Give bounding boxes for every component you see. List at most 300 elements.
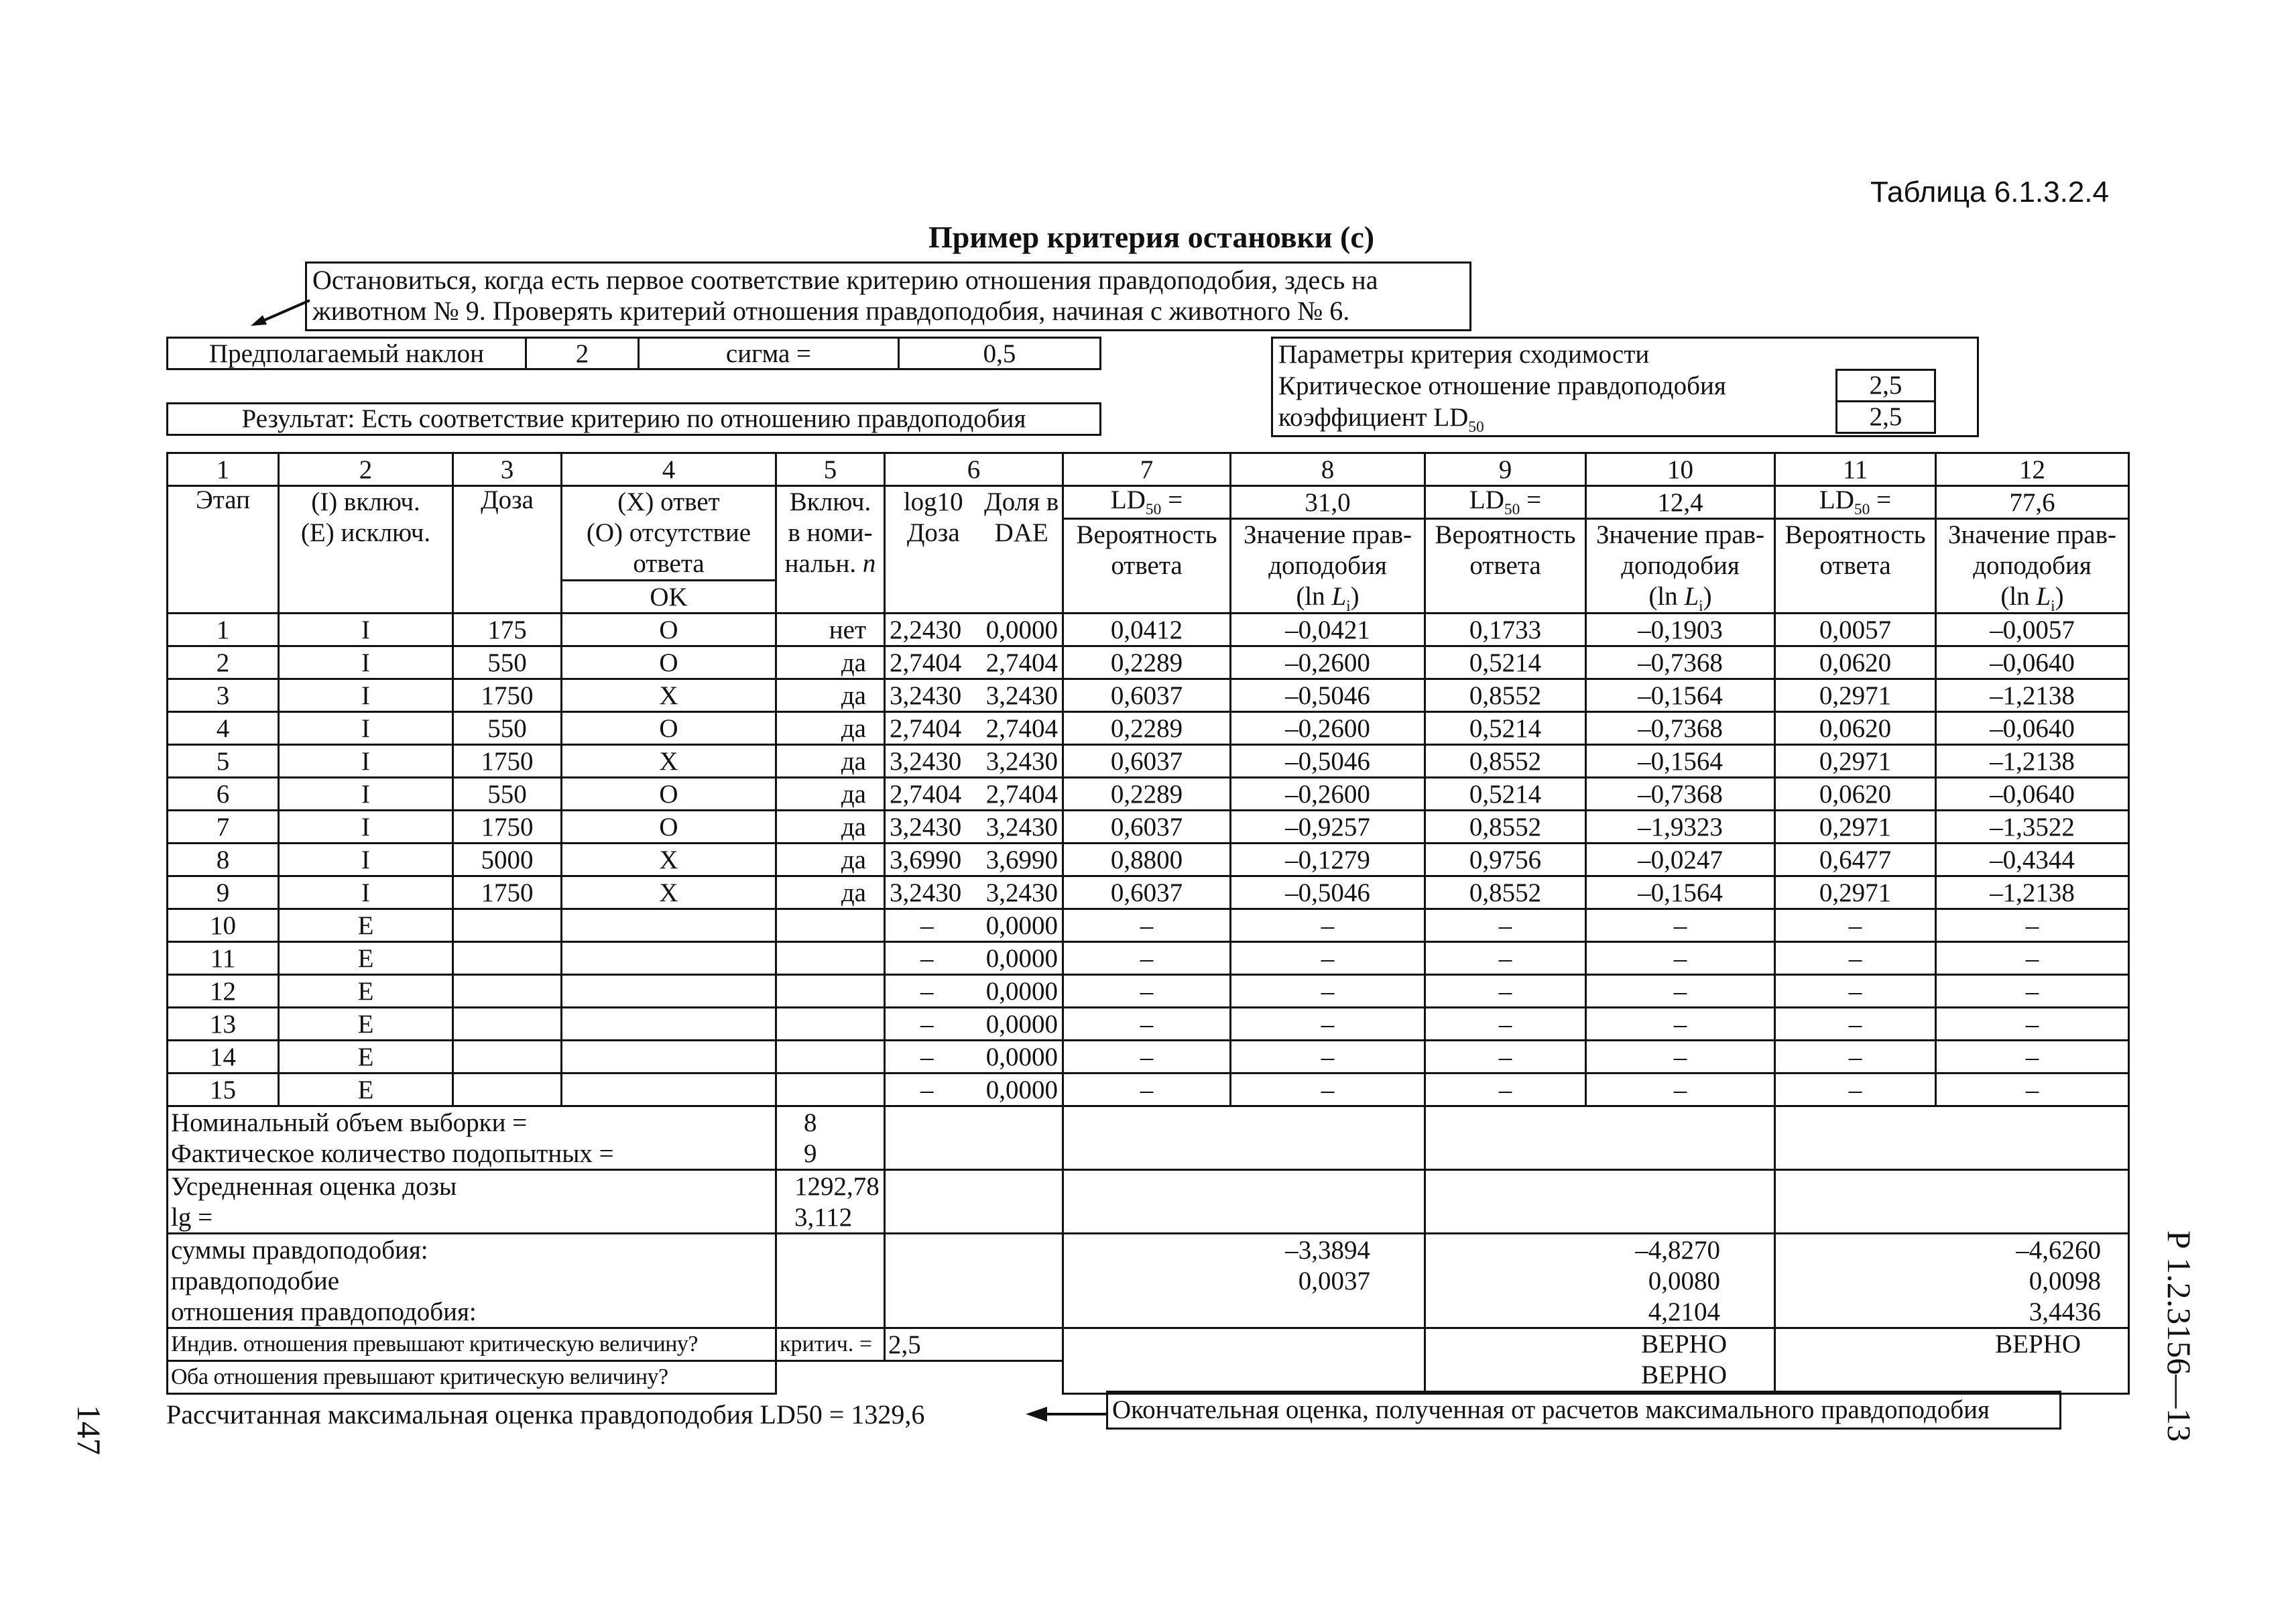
cell-prob-2: 0,5214 <box>1425 712 1586 745</box>
cell-dae-share: 2,7404 <box>981 712 1063 745</box>
avg-dose-label: Усредненная оценка дозы <box>168 1170 776 1202</box>
summary-empty <box>885 1296 1063 1328</box>
cell-stage: 10 <box>168 909 279 942</box>
likelihood-2: 0,0080 <box>1425 1265 1775 1296</box>
cell-inclusion: E <box>279 1041 453 1074</box>
cell-prob-3: 0,2971 <box>1775 745 1936 778</box>
final-estimate-note <box>1106 1391 2061 1430</box>
summary-row-ratio <box>168 1296 2129 1328</box>
summary-empty <box>1063 1328 1425 1394</box>
actual-count-label: Фактическое количество подопытных = <box>168 1138 776 1170</box>
summary-empty <box>776 1296 885 1328</box>
col-number: 2 <box>279 453 453 486</box>
header-row-ld50 <box>168 486 2129 519</box>
cell-prob-2: – <box>1425 1041 1586 1074</box>
summary-empty <box>776 1361 1063 1394</box>
cell-likelihood-1: –0,5046 <box>1231 745 1425 778</box>
cell-prob-3: 0,2971 <box>1775 679 1936 712</box>
cell-dae-share: 0,0000 <box>981 1008 1063 1041</box>
convergence-title: Параметры критерия сходимости <box>1278 340 1650 369</box>
cell-prob-3: 0,0620 <box>1775 712 1936 745</box>
header-response: (X) ответ (O) отсутствие ответа <box>562 486 776 581</box>
cell-likelihood-3: –0,0640 <box>1936 712 2129 745</box>
cell-likelihood-1: – <box>1231 1074 1425 1106</box>
cell-response: X <box>562 876 776 909</box>
cell-inclusion: I <box>279 876 453 909</box>
cell-inclusion: I <box>279 745 453 778</box>
cell-log10-dose: – <box>885 1008 981 1041</box>
cell-likelihood-1: –0,9257 <box>1231 811 1425 844</box>
cell-nominal: да <box>776 679 885 712</box>
cell-log10-dose: – <box>885 975 981 1008</box>
cell-dae-share: 0,0000 <box>981 1041 1063 1074</box>
cell-likelihood-3: – <box>1936 909 2129 942</box>
cell-log10-dose: – <box>885 942 981 975</box>
cell-likelihood-2: – <box>1586 975 1775 1008</box>
cell-log10-dose: 2,7404 <box>885 778 981 811</box>
cell-dose: 550 <box>453 712 562 745</box>
cell-likelihood-2: – <box>1586 1074 1775 1106</box>
cell-likelihood-3: – <box>1936 1074 2129 1106</box>
ld50-label-1: $LD_{50}$ = <box>1063 486 1231 519</box>
cell-response <box>562 909 776 942</box>
calculated-ld50: Рассчитанная максимальная оценка правдоподобия LD50 = 1329,6 <box>166 1399 925 1430</box>
cell-nominal: да <box>776 844 885 876</box>
page-number: 147 <box>70 1405 108 1455</box>
true-indicator-group <box>1425 1328 1775 1394</box>
cell-nominal <box>776 1041 885 1074</box>
cell-nominal: да <box>776 876 885 909</box>
cell-prob-3: – <box>1775 909 1936 942</box>
cell-dose: 175 <box>453 614 562 646</box>
cell-inclusion: I <box>279 778 453 811</box>
both-exceed-label: Оба отношения превышают критическую величину? <box>168 1361 776 1394</box>
ratio-label: отношения правдоподобия: <box>168 1296 776 1328</box>
cell-likelihood-3: –1,2138 <box>1936 679 2129 712</box>
cell-dose: 550 <box>453 778 562 811</box>
cell-log10-dose: – <box>885 1074 981 1106</box>
cell-prob-1: 0,2289 <box>1063 646 1231 679</box>
cell-inclusion: E <box>279 975 453 1008</box>
cell-inclusion: I <box>279 614 453 646</box>
cell-inclusion: I <box>279 679 453 712</box>
cell-stage: 3 <box>168 679 279 712</box>
critical-value: 2,5 <box>885 1328 1063 1361</box>
cell-prob-1: – <box>1063 909 1231 942</box>
cell-likelihood-1: – <box>1231 975 1425 1008</box>
cell-stage: 9 <box>168 876 279 909</box>
cell-stage: 14 <box>168 1041 279 1074</box>
data-table <box>166 452 2130 1395</box>
critical-ratio-value: 2,5 <box>1835 369 1936 402</box>
cell-nominal: да <box>776 646 885 679</box>
cell-likelihood-2: – <box>1586 942 1775 975</box>
cell-dose <box>453 1041 562 1074</box>
likelihood-3: 0,0098 <box>1775 1265 2129 1296</box>
cell-response <box>562 942 776 975</box>
cell-prob-3: – <box>1775 1008 1936 1041</box>
cell-response: O <box>562 811 776 844</box>
ld50-coef-value: 2,5 <box>1835 400 1936 434</box>
col-number: 8 <box>1231 453 1425 486</box>
cell-prob-3: 0,0057 <box>1775 614 1936 646</box>
true-3: ВЕРНО <box>1995 1330 2081 1359</box>
cell-prob-2: – <box>1425 942 1586 975</box>
cell-nominal <box>776 909 885 942</box>
cell-dose: 1750 <box>453 679 562 712</box>
cell-likelihood-2: – <box>1586 1008 1775 1041</box>
summary-row-sums <box>168 1234 2129 1266</box>
cell-inclusion: I <box>279 712 453 745</box>
cell-response: X <box>562 679 776 712</box>
summary-empty <box>776 1265 885 1296</box>
col-number: 4 <box>562 453 776 486</box>
ld50-label-2: $LD_{50}$ = <box>1425 486 1586 519</box>
cell-response <box>562 975 776 1008</box>
cell-likelihood-1: –0,5046 <box>1231 679 1425 712</box>
cell-prob-2: – <box>1425 1074 1586 1106</box>
cell-log10-dose: 3,2430 <box>885 811 981 844</box>
table-row <box>168 712 2129 745</box>
cell-dae-share: 0,0000 <box>981 1074 1063 1106</box>
cell-dae-share: 0,0000 <box>981 975 1063 1008</box>
cell-dose <box>453 1008 562 1041</box>
ratio-1 <box>1063 1296 1425 1328</box>
cell-dose: 1750 <box>453 876 562 909</box>
final-note-text: Окончательная оценка, полученная от расчетов максимального правдоподобия <box>1112 1395 1990 1424</box>
cell-prob-1: 0,6037 <box>1063 876 1231 909</box>
header-probability-1: Вероятность ответа <box>1063 519 1231 614</box>
cell-log10-dose: 3,6990 <box>885 844 981 876</box>
cell-dose: 1750 <box>453 811 562 844</box>
col-number: 3 <box>453 453 562 486</box>
cell-likelihood-1: –0,2600 <box>1231 712 1425 745</box>
likelihood-label: правдоподобие <box>168 1265 776 1296</box>
header-likelihood-3: Значение прав- доподобия (ln $L_i$) <box>1936 519 2129 614</box>
cell-inclusion: I <box>279 844 453 876</box>
nominal-sample-value: 8 <box>776 1106 885 1139</box>
table-row <box>168 614 2129 646</box>
summary-empty <box>1775 1170 2129 1234</box>
stop-criterion-note <box>305 262 1471 331</box>
ld50-value-3: 77,6 <box>1936 486 2129 519</box>
cell-log10-dose: 3,2430 <box>885 876 981 909</box>
col-number: 5 <box>776 453 885 486</box>
cell-likelihood-3: –0,0057 <box>1936 614 2129 646</box>
cell-stage: 6 <box>168 778 279 811</box>
table-row <box>168 646 2129 679</box>
cell-dae-share: 3,2430 <box>981 811 1063 844</box>
header-likelihood-2: Значение прав- доподобия (ln $L_i$) <box>1586 519 1775 614</box>
cell-response: O <box>562 646 776 679</box>
cell-nominal: да <box>776 811 885 844</box>
cell-likelihood-2: –0,0247 <box>1586 844 1775 876</box>
cell-nominal <box>776 942 885 975</box>
table-row <box>168 909 2129 942</box>
cell-stage: 7 <box>168 811 279 844</box>
result-text: Результат: Есть соответствие критерию по отношению правдоподобия <box>241 404 1026 433</box>
cell-stage: 13 <box>168 1008 279 1041</box>
ld50-value-1: 31,0 <box>1231 486 1425 519</box>
cell-likelihood-1: – <box>1231 1041 1425 1074</box>
cell-stage: 1 <box>168 614 279 646</box>
table-row <box>168 1008 2129 1041</box>
summary-empty <box>1775 1106 2129 1170</box>
col-number: 10 <box>1586 453 1775 486</box>
cell-log10-dose: 2,2430 <box>885 614 981 646</box>
cell-stage: 12 <box>168 975 279 1008</box>
summary-empty <box>1425 1170 1775 1234</box>
cell-nominal: да <box>776 745 885 778</box>
col-number: 9 <box>1425 453 1586 486</box>
cell-stage: 15 <box>168 1074 279 1106</box>
cell-stage: 2 <box>168 646 279 679</box>
cell-likelihood-2: –0,1564 <box>1586 876 1775 909</box>
ld50-coef-label: коэффициент $LD_{50}$ <box>1278 403 1484 436</box>
critical-label: критич. = <box>776 1328 885 1361</box>
cell-prob-1: – <box>1063 1041 1231 1074</box>
table-row <box>168 876 2129 909</box>
cell-dose <box>453 1074 562 1106</box>
lg-value: 3,112 <box>776 1202 885 1234</box>
cell-prob-1: 0,2289 <box>1063 712 1231 745</box>
header-log10-dose: log10 Доза <box>885 486 981 614</box>
cell-nominal <box>776 1008 885 1041</box>
cell-inclusion: I <box>279 646 453 679</box>
sum-1: –3,3894 <box>1063 1234 1425 1266</box>
cell-likelihood-2: –0,1564 <box>1586 679 1775 712</box>
header-inclusion: (I) включ. (E) исключ. <box>279 486 453 614</box>
cell-likelihood-3: –1,2138 <box>1936 745 2129 778</box>
cell-dae-share: 0,0000 <box>981 614 1063 646</box>
cell-prob-1: 0,6037 <box>1063 745 1231 778</box>
likelihood-1: 0,0037 <box>1063 1265 1425 1296</box>
table-row <box>168 679 2129 712</box>
summary-empty <box>885 1234 1063 1266</box>
cell-inclusion: E <box>279 1074 453 1106</box>
header-dose: Доза <box>453 486 562 614</box>
cell-likelihood-1: –0,0421 <box>1231 614 1425 646</box>
cell-likelihood-2: –0,7368 <box>1586 712 1775 745</box>
cell-likelihood-3: – <box>1936 1008 2129 1041</box>
summary-row-likelihood <box>168 1265 2129 1296</box>
cell-response: X <box>562 844 776 876</box>
summary-row-indiv <box>168 1328 2129 1361</box>
sigma-value: 0,5 <box>898 339 1099 368</box>
cell-inclusion: E <box>279 909 453 942</box>
table-row <box>168 844 2129 876</box>
cell-response: O <box>562 778 776 811</box>
document-code: Р 1.2.3156—13 <box>2161 1230 2198 1442</box>
cell-likelihood-1: – <box>1231 942 1425 975</box>
header-probability-2: Вероятность ответа <box>1425 519 1586 614</box>
cell-dose: 5000 <box>453 844 562 876</box>
cell-likelihood-1: – <box>1231 1008 1425 1041</box>
cell-response: X <box>562 745 776 778</box>
cell-prob-2: 0,8552 <box>1425 679 1586 712</box>
summary-empty <box>1425 1106 1775 1170</box>
cell-likelihood-1: – <box>1231 909 1425 942</box>
cell-dose: 550 <box>453 646 562 679</box>
slope-row <box>166 337 1101 370</box>
cell-prob-1: – <box>1063 1008 1231 1041</box>
cell-prob-2: – <box>1425 975 1586 1008</box>
cell-likelihood-3: –0,0640 <box>1936 778 2129 811</box>
cell-likelihood-3: –0,4344 <box>1936 844 2129 876</box>
nominal-sample-label: Номинальный объем выборки = <box>168 1106 776 1139</box>
ratio-3: 3,4436 <box>1775 1296 2129 1328</box>
cell-log10-dose: 2,7404 <box>885 712 981 745</box>
cell-dose <box>453 909 562 942</box>
sums-label: суммы правдоподобия: <box>168 1234 776 1266</box>
cell-prob-2: – <box>1425 909 1586 942</box>
cell-prob-3: – <box>1775 975 1936 1008</box>
cell-prob-2: 0,1733 <box>1425 614 1586 646</box>
sum-3: –4,6260 <box>1775 1234 2129 1266</box>
summary-empty <box>776 1234 885 1266</box>
cell-likelihood-3: – <box>1936 942 2129 975</box>
ld50-label-3: $LD_{50}$ = <box>1775 486 1936 519</box>
cell-dae-share: 3,2430 <box>981 745 1063 778</box>
cell-prob-1: 0,0412 <box>1063 614 1231 646</box>
indiv-exceed-label: Индив. отношения превышают критическую величину? <box>168 1328 776 1361</box>
true-1: ВЕРНО <box>1641 1330 1727 1359</box>
cell-dae-share: 3,2430 <box>981 876 1063 909</box>
cell-stage: 11 <box>168 942 279 975</box>
cell-dae-share: 0,0000 <box>981 909 1063 942</box>
cell-prob-1: 0,8800 <box>1063 844 1231 876</box>
cell-prob-3: 0,0620 <box>1775 646 1936 679</box>
header-stage: Этап <box>168 486 279 614</box>
cell-prob-3: – <box>1775 1074 1936 1106</box>
cell-dae-share: 2,7404 <box>981 778 1063 811</box>
cell-likelihood-3: –1,3522 <box>1936 811 2129 844</box>
cell-log10-dose: 3,2430 <box>885 745 981 778</box>
page-title: Пример критерия остановки (с) <box>928 220 1375 254</box>
true-2: ВЕРНО <box>1641 1360 1727 1390</box>
cell-likelihood-3: –0,0640 <box>1936 646 2129 679</box>
cell-prob-3: 0,2971 <box>1775 811 1936 844</box>
cell-prob-1: 0,2289 <box>1063 778 1231 811</box>
table-row <box>168 975 2129 1008</box>
slope-label: Предполагаемый наклон <box>208 339 484 368</box>
cell-prob-2: 0,8552 <box>1425 876 1586 909</box>
cell-prob-3: 0,2971 <box>1775 876 1936 909</box>
actual-count-value: 9 <box>776 1138 885 1170</box>
cell-prob-2: 0,8552 <box>1425 745 1586 778</box>
header-likelihood-1: Значение прав- доподобия (ln $L_i$) <box>1231 519 1425 614</box>
cell-inclusion: I <box>279 811 453 844</box>
cell-likelihood-2: – <box>1586 909 1775 942</box>
cell-likelihood-2: –1,9323 <box>1586 811 1775 844</box>
col-number: 1 <box>168 453 279 486</box>
cell-response <box>562 1041 776 1074</box>
arrow-left-icon <box>1026 1405 1106 1423</box>
cell-likelihood-3: –1,2138 <box>1936 876 2129 909</box>
cell-nominal <box>776 1074 885 1106</box>
cell-prob-1: 0,6037 <box>1063 679 1231 712</box>
avg-dose-value: 1292,78 <box>776 1170 885 1202</box>
cell-response: O <box>562 614 776 646</box>
cell-prob-3: 0,0620 <box>1775 778 1936 811</box>
col-number: 6 <box>885 453 1063 486</box>
summary-row-nominal <box>168 1106 2129 1139</box>
table-number: Таблица 6.1.3.2.4 <box>1870 176 2109 209</box>
cell-inclusion: E <box>279 1008 453 1041</box>
sum-2: –4,8270 <box>1425 1234 1775 1266</box>
cell-prob-2: 0,8552 <box>1425 811 1586 844</box>
header-dae: Доля в DAE <box>981 486 1063 614</box>
summary-empty <box>885 1170 1063 1234</box>
cell-dose: 1750 <box>453 745 562 778</box>
header-probability-3: Вероятность ответа <box>1775 519 1936 614</box>
col-number: 7 <box>1063 453 1231 486</box>
cell-prob-2: 0,5214 <box>1425 778 1586 811</box>
cell-dae-share: 3,2430 <box>981 679 1063 712</box>
note-line-2: животном № 9. Проверять критерий отношения правдоподобия, начиная с животного № 6. <box>312 296 1350 326</box>
table-row <box>168 745 2129 778</box>
ld50-value-2: 12,4 <box>1586 486 1775 519</box>
lg-label: lg = <box>168 1202 776 1234</box>
cell-prob-1: 0,6037 <box>1063 811 1231 844</box>
cell-likelihood-2: –0,7368 <box>1586 646 1775 679</box>
cell-dae-share: 3,6990 <box>981 844 1063 876</box>
column-numbers-row <box>168 453 2129 486</box>
arrow-left-down-icon <box>248 295 315 329</box>
true-indicator-3-cell <box>1775 1328 2129 1394</box>
col-number: 11 <box>1775 453 1936 486</box>
cell-log10-dose: 2,7404 <box>885 646 981 679</box>
ratio-2: 4,2104 <box>1425 1296 1775 1328</box>
cell-nominal: нет <box>776 614 885 646</box>
summary-row-avg <box>168 1170 2129 1202</box>
cell-response <box>562 1074 776 1106</box>
cell-stage: 8 <box>168 844 279 876</box>
cell-dose <box>453 975 562 1008</box>
cell-dae-share: 2,7404 <box>981 646 1063 679</box>
cell-likelihood-2: –0,1903 <box>1586 614 1775 646</box>
cell-prob-1: – <box>1063 1074 1231 1106</box>
cell-prob-2: – <box>1425 1008 1586 1041</box>
table-row <box>168 942 2129 975</box>
cell-prob-1: – <box>1063 975 1231 1008</box>
cell-log10-dose: – <box>885 909 981 942</box>
cell-likelihood-1: –0,2600 <box>1231 778 1425 811</box>
cell-prob-1: – <box>1063 942 1231 975</box>
summary-empty <box>1063 1170 1425 1234</box>
note-line-1: Остановиться, когда есть первое соответствие критерию отношения правдоподобия, здесь на <box>312 265 1378 295</box>
cell-inclusion: E <box>279 942 453 975</box>
table-row <box>168 1041 2129 1074</box>
cell-prob-3: – <box>1775 942 1936 975</box>
table-row <box>168 811 2129 844</box>
cell-prob-2: 0,9756 <box>1425 844 1586 876</box>
cell-likelihood-1: –0,1279 <box>1231 844 1425 876</box>
cell-dae-share: 0,0000 <box>981 942 1063 975</box>
cell-prob-3: – <box>1775 1041 1936 1074</box>
cell-prob-3: 0,6477 <box>1775 844 1936 876</box>
cell-likelihood-1: –0,2600 <box>1231 646 1425 679</box>
cell-dose <box>453 942 562 975</box>
cell-log10-dose: – <box>885 1041 981 1074</box>
summary-empty <box>885 1106 1063 1170</box>
table-row <box>168 778 2129 811</box>
table-row <box>168 1074 2129 1106</box>
critical-ratio-label: Критическое отношение правдоподобия <box>1278 371 1726 400</box>
cell-likelihood-2: –0,7368 <box>1586 778 1775 811</box>
cell-likelihood-2: – <box>1586 1041 1775 1074</box>
sigma-label: сигма = <box>638 339 898 368</box>
